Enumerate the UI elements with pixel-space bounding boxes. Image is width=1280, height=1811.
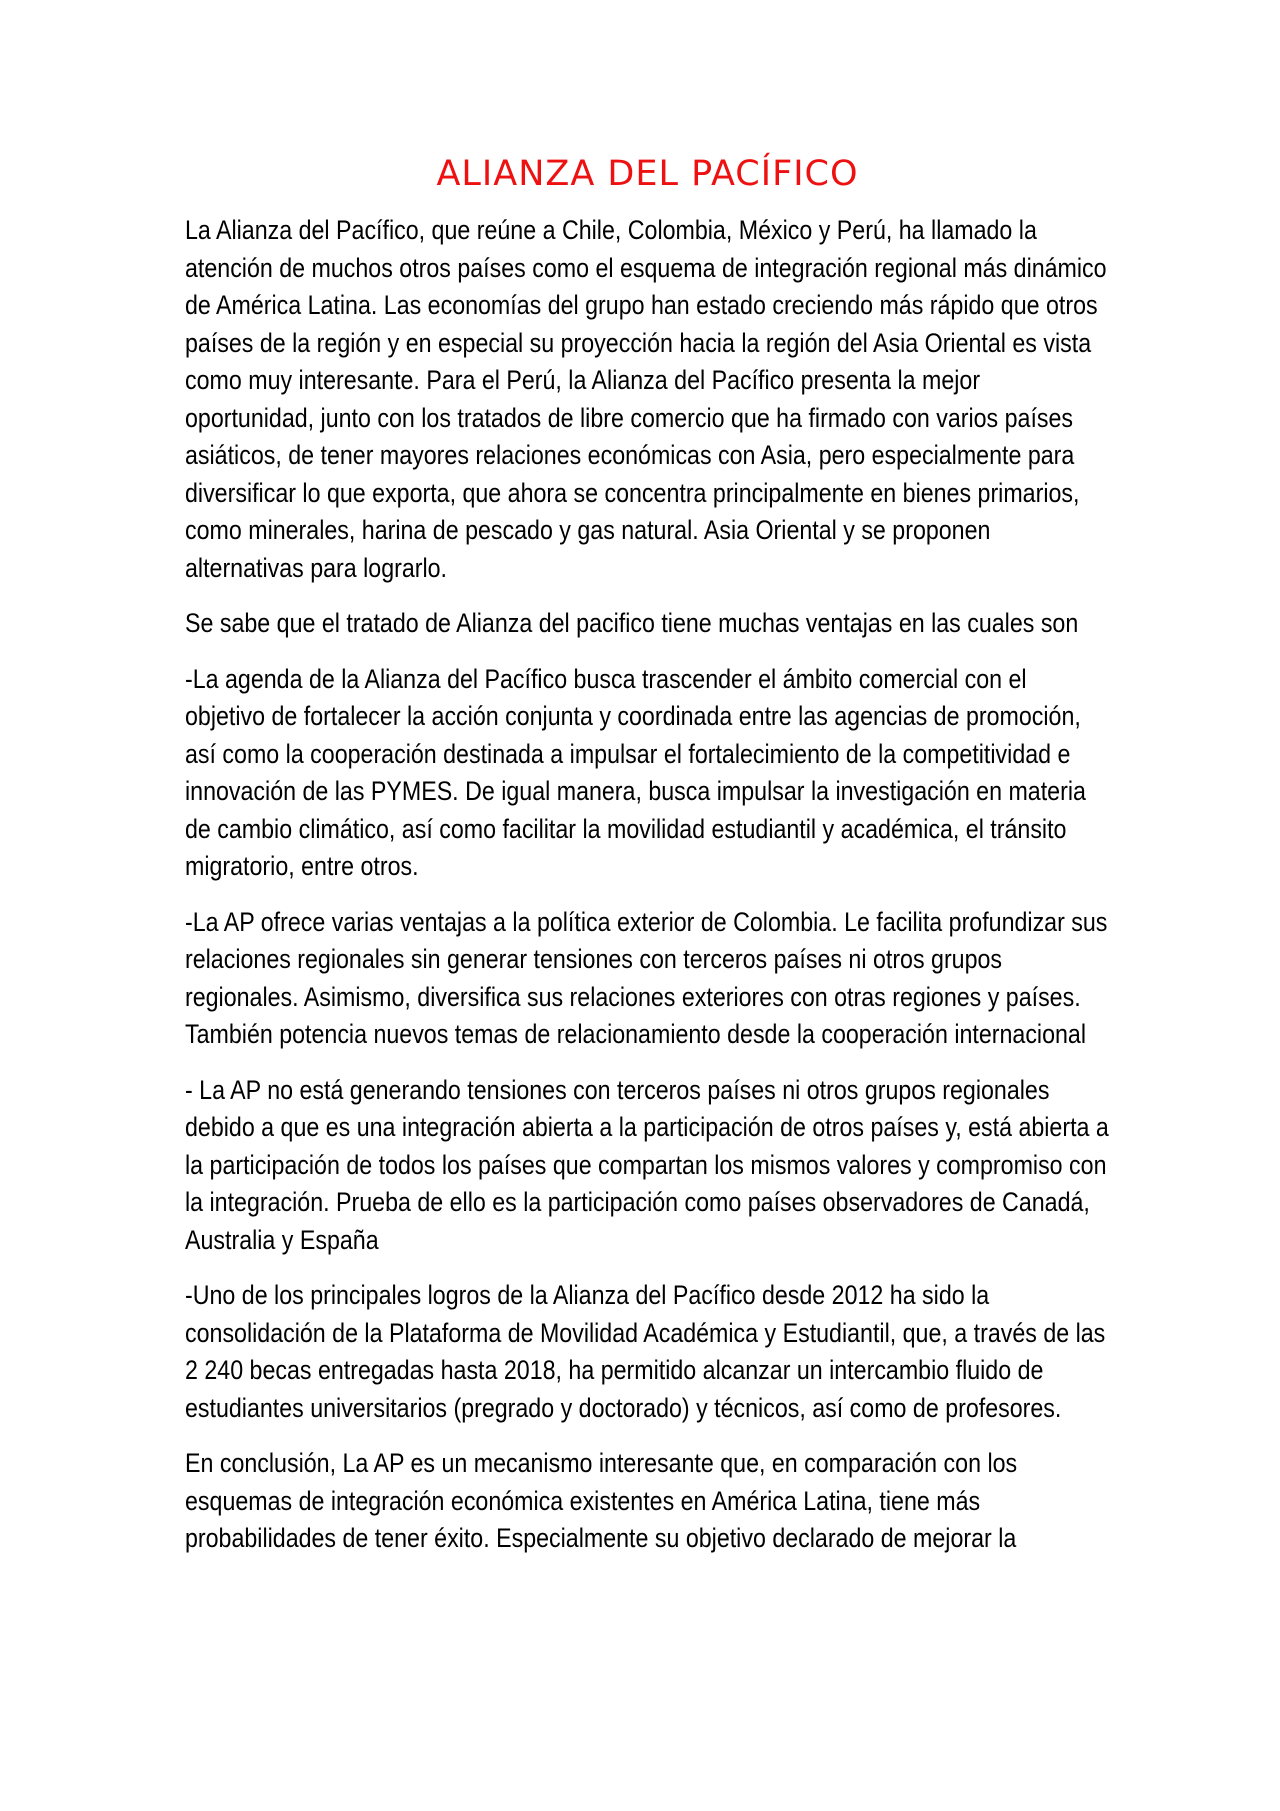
paragraph-conclusion: En conclusión, La AP es un mecanismo interesante que, en comparación con los esquemas de integración económica existentes en América Latina, tiene más probabilidades de tener éxito. Especialmente su objetivo declarado de mejorar la: [185, 1448, 1018, 1553]
paragraph-intro: La Alianza del Pacífico, que reúne a Chile, Colombia, México y Perú, ha llamado la atención de muchos otros países como el esquema de integración regional más dinámico de América Latina. Las economías del grupo han estado creciendo más rápido que otros países de la región y en especial su proyección hacia la región del Asia Oriental es vista como muy interesante. Para el Perú, la Alianza del Pacífico presenta la mejor oportunidad, junto con los tratados de libre comercio que ha firmado con varios países asiáticos, de tener mayores relaciones económicas con Asia, pero especialmente para diversificar lo que exporta, que ahora se concentra principalmente en bienes primarios, como minerales, harina de pescado y gas natural. Asia Oriental y se proponen alternativas para lograrlo.: [185, 215, 1107, 583]
paragraph-advantages-intro: Se sabe que el tratado de Alianza del pacifico tiene muchas ventajas en las cuales son: [185, 608, 1079, 638]
paragraph-mobility: -Uno de los principales logros de la Alianza del Pacífico desde 2012 ha sido la consolidación de la Plataforma de Movilidad Académica y Estudiantil, que, a través de las 2 240 becas entregadas hasta 2018, ha permitido alcanzar un intercambio fluido de estudiantes universitarios (pregrado y doctorado) y técnicos, así como de profesores.: [185, 1280, 1106, 1423]
document-title: ALIANZA DEL PACÍFICO: [436, 154, 859, 194]
paragraph-tensions: - La AP no está generando tensiones con terceros países ni otros grupos regionales debido a que es una integración abierta a la participación de otros países y, está abierta a la participación de todos los países que compartan los mismos valores y compromiso con la integración. Prueba de ello es la participación como países observadores de Canadá, Australia y España: [185, 1074, 1109, 1255]
paragraph-colombia: -La AP ofrece varias ventajas a la política exterior de Colombia. Le facilita profundizar sus relaciones regionales sin generar tensiones con terceros países ni otros grupos regionales. Asimismo, diversifica sus relaciones exteriores con otras regiones y países. También potencia nuevos temas de relacionamiento desde la cooperación internacional: [185, 906, 1108, 1049]
paragraph-agenda: -La agenda de la Alianza del Pacífico busca trascender el ámbito comercial con el objetivo de fortalecer la acción conjunta y coordinada entre las agencias de promoción, así como la cooperación destinada a impulsar el fortalecimiento de la competitividad e innovación de las PYMES. De igual manera, busca impulsar la investigación en materia de cambio climático, así como facilitar la movilidad estudiantil y académica, el tránsito migratorio, entre otros.: [185, 663, 1086, 881]
